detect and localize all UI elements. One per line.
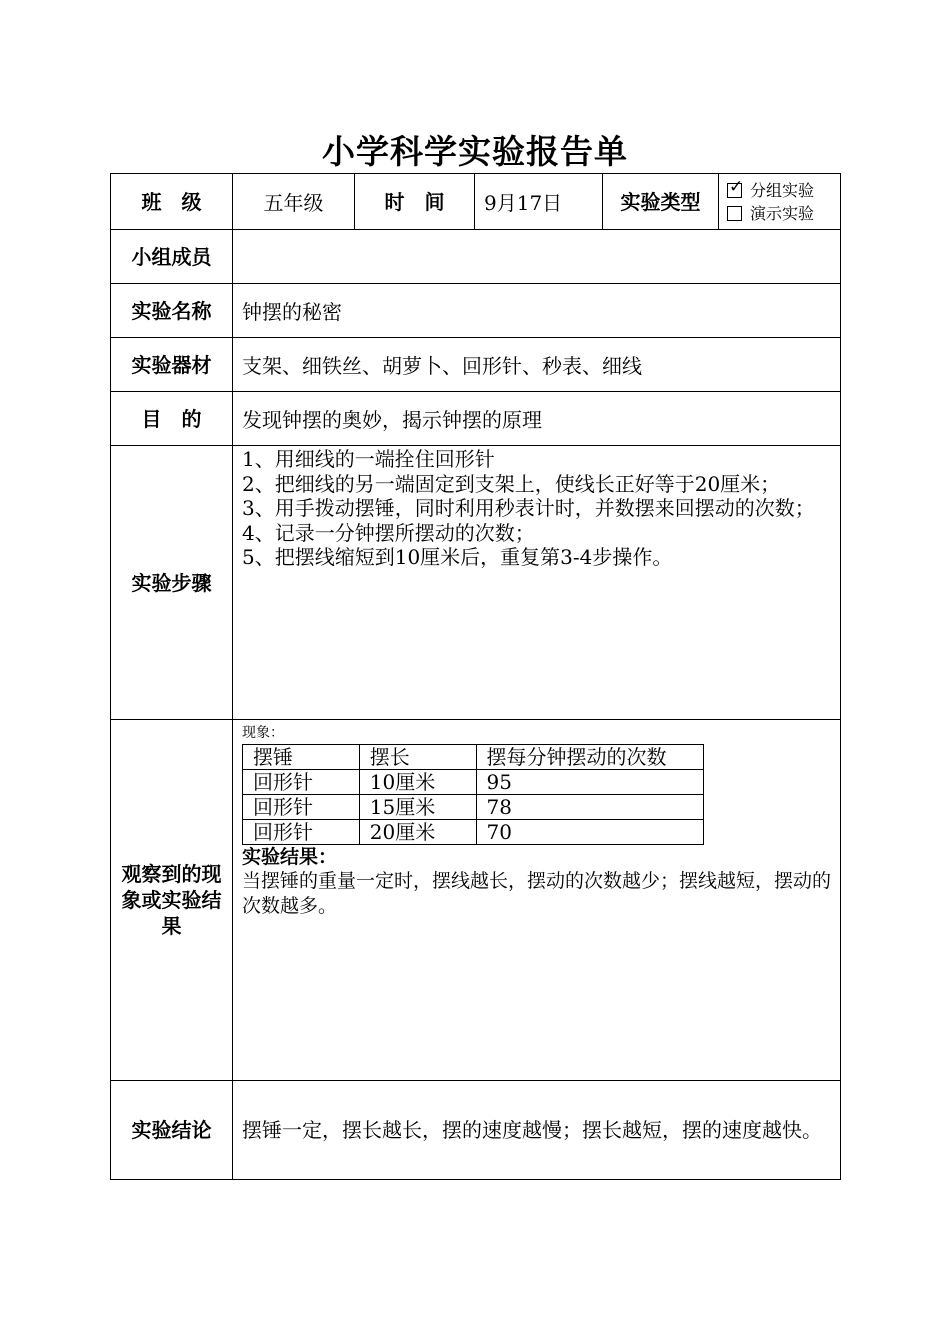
column-header: 摆每分钟摆动的次数: [476, 745, 703, 770]
class-label: 班 级: [111, 174, 233, 230]
time-value: 9月17日: [475, 174, 603, 230]
step-item: 3、用手拨动摆锤，同时利用秒表计时，并数摆来回摆动的次数；: [242, 496, 815, 520]
materials-row: [111, 338, 841, 392]
conclusion-value: [233, 1081, 841, 1180]
demo-experiment-label: 演示实验: [750, 203, 815, 223]
table-cell: 20厘米: [359, 820, 476, 845]
time-label: 时 间: [355, 174, 475, 230]
checkmark-icon: ✓: [729, 176, 744, 197]
page-title: 小学科学实验报告单: [322, 132, 628, 171]
conclusion-row: [111, 1081, 841, 1180]
group-experiment-label: 分组实验: [750, 180, 815, 200]
observation-caption: 现象：: [242, 725, 284, 741]
members-value: [233, 230, 841, 284]
observation-row: [111, 720, 841, 1081]
materials-label: 实验器材: [111, 338, 233, 392]
header-row: [111, 174, 841, 230]
name-row: [111, 284, 841, 338]
members-row: [111, 230, 841, 284]
table-cell: 回形针: [243, 820, 360, 845]
observation-table-header: [243, 745, 704, 770]
table-row: [243, 820, 704, 845]
table-row: [243, 770, 704, 795]
column-header: 摆锤: [243, 745, 360, 770]
steps-label: 实验步骤: [111, 446, 233, 720]
conclusion-label: 实验结论: [111, 1081, 233, 1180]
purpose-row: [111, 392, 841, 446]
step-item: 4、记录一分钟摆所摆动的次数；: [242, 520, 535, 545]
conclusion-text: 摆锤一定，摆长越长，摆的速度越慢；摆长越短，摆的速度越快。: [242, 1117, 822, 1142]
class-value: 五年级: [233, 174, 355, 230]
table-cell: 15厘米: [359, 795, 476, 820]
checkbox-empty-icon[interactable]: [727, 206, 742, 221]
table-cell: 回形针: [243, 770, 360, 795]
table-cell: 78: [476, 795, 703, 820]
result-heading: 实验结果：: [242, 846, 338, 868]
step-item: 1、用细线的一端拴住回形针: [242, 447, 495, 471]
materials-value: 支架、细铁丝、胡萝卜、回形针、秒表、细线: [233, 338, 841, 392]
column-header: 摆长: [359, 745, 476, 770]
name-value: 钟摆的秘密: [233, 284, 841, 338]
table-cell: 70: [476, 820, 703, 845]
table-cell: 回形针: [243, 795, 360, 820]
members-label: 小组成员: [111, 230, 233, 284]
step-item: 5、把摆线缩短到10厘米后，重复第3-4步操作。: [242, 545, 673, 569]
purpose-label: 目 的: [111, 392, 233, 446]
name-label: 实验名称: [111, 284, 233, 338]
table-row: [243, 795, 704, 820]
table-cell: 10厘米: [359, 770, 476, 795]
result-text: 当摆锤的重量一定时，摆线越长，摆动的次数越少；摆线越短，摆动的次数越多。: [242, 870, 832, 917]
step-item: 2、把细线的另一端固定到支架上，使线长正好等于20厘米；: [242, 471, 781, 496]
group-experiment-option[interactable]: [727, 176, 840, 202]
experiment-type-label: 实验类型: [603, 174, 719, 230]
observation-label: 观察到的现象或实验结果: [111, 720, 233, 1081]
steps-row: [111, 446, 841, 720]
observation-table: [242, 744, 704, 845]
experiment-type-options: [719, 174, 841, 230]
demo-experiment-option[interactable]: [727, 202, 840, 225]
checkbox-checked-icon[interactable]: [727, 176, 744, 198]
table-cell: 95: [476, 770, 703, 795]
purpose-value: 发现钟摆的奥妙，揭示钟摆的原理: [233, 392, 841, 446]
observation-content: [233, 720, 841, 1081]
report-table: [110, 173, 841, 1180]
steps-list: [233, 446, 841, 720]
